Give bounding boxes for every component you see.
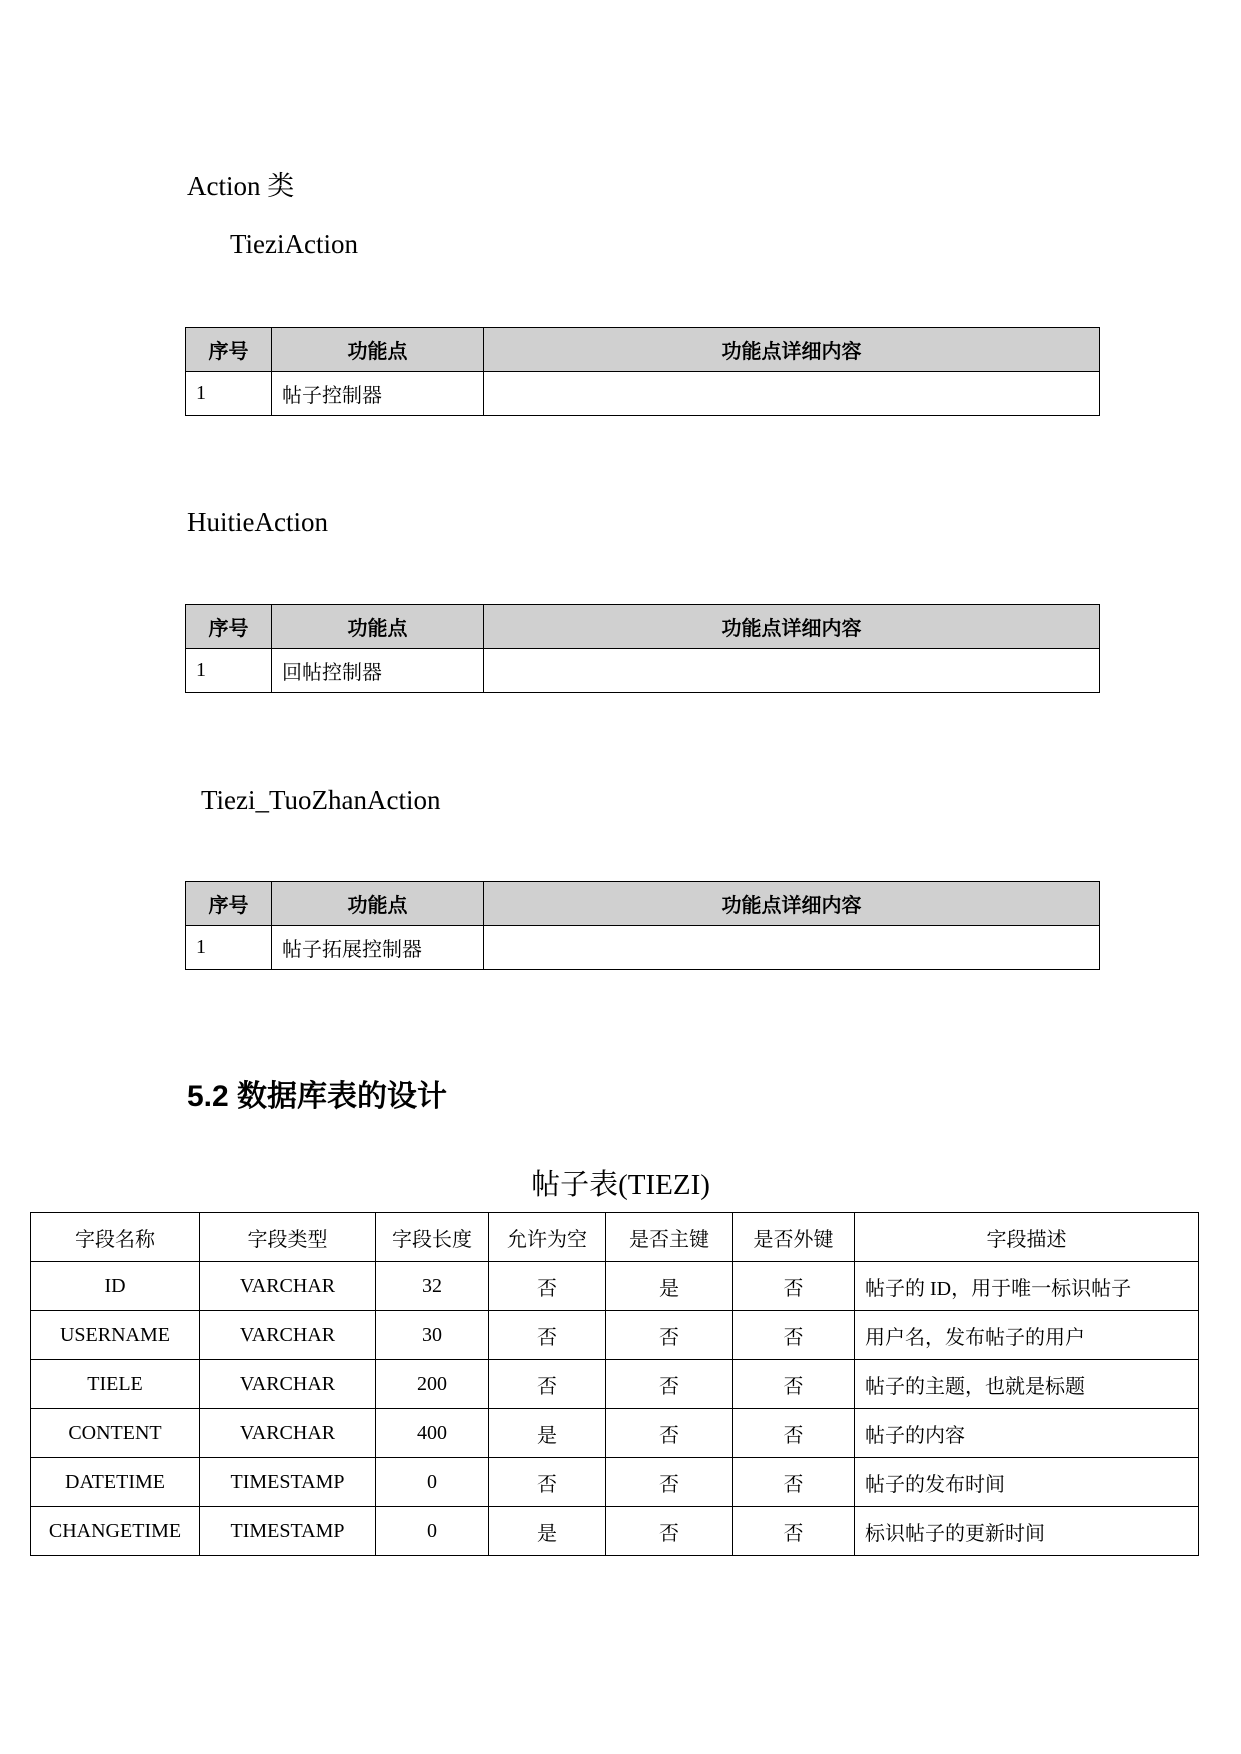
table-cell: DATETIME — [31, 1458, 200, 1507]
table-cell: 否 — [733, 1360, 855, 1409]
table-row — [186, 372, 1100, 416]
table-cell: 否 — [606, 1311, 733, 1360]
table-cell: 否 — [733, 1262, 855, 1311]
table-cell — [484, 372, 1100, 416]
table-row — [31, 1409, 1199, 1458]
table-cell: 否 — [489, 1458, 606, 1507]
db-table-caption: 帖子表(TIEZI) — [531, 1169, 710, 1201]
table-cell: 1 — [186, 649, 272, 693]
table-cell: 帖子的主题，也就是标题 — [855, 1360, 1199, 1409]
table-header-row — [186, 328, 1100, 372]
table-cell: TIMESTAMP — [200, 1458, 376, 1507]
table-cell: 否 — [733, 1311, 855, 1360]
header-cell: 功能点 — [272, 328, 484, 372]
table-row — [31, 1507, 1199, 1556]
table-header-row — [186, 605, 1100, 649]
header-cell: 序号 — [186, 882, 272, 926]
table-cell: 标识帖子的更新时间 — [855, 1507, 1199, 1556]
db-section-title: 5.2 数据库表的设计 — [187, 1080, 448, 1113]
table-cell: 帖子的发布时间 — [855, 1458, 1199, 1507]
header-cell: 功能点详细内容 — [484, 882, 1100, 926]
table-cell: 用户名，发布帖子的用户 — [855, 1311, 1199, 1360]
table-cell — [484, 649, 1100, 693]
header-cell: 是否外键 — [733, 1213, 855, 1262]
section-heading: Action 类 — [187, 171, 295, 201]
table-title: HuitieAction — [187, 507, 328, 537]
table-cell: 400 — [376, 1409, 489, 1458]
table-cell: 0 — [376, 1507, 489, 1556]
function-table-tuozhan — [185, 881, 1100, 970]
table-cell: 帖子拓展控制器 — [272, 926, 484, 970]
table-header-row — [31, 1213, 1199, 1262]
table-cell: TIMESTAMP — [200, 1507, 376, 1556]
table-cell: 否 — [733, 1507, 855, 1556]
table-cell: 否 — [606, 1409, 733, 1458]
table-cell: VARCHAR — [200, 1311, 376, 1360]
header-cell: 是否主键 — [606, 1213, 733, 1262]
table-cell: 是 — [489, 1507, 606, 1556]
table-cell: CONTENT — [31, 1409, 200, 1458]
table-cell: 32 — [376, 1262, 489, 1311]
header-cell: 功能点 — [272, 882, 484, 926]
function-table-tiezi — [185, 327, 1100, 416]
table-cell: 是 — [489, 1409, 606, 1458]
header-cell: 字段描述 — [855, 1213, 1199, 1262]
table-row — [31, 1458, 1199, 1507]
table-cell: 否 — [606, 1458, 733, 1507]
table-row — [186, 926, 1100, 970]
function-table-huitie — [185, 604, 1100, 693]
table-cell: CHANGETIME — [31, 1507, 200, 1556]
header-cell: 序号 — [186, 605, 272, 649]
table-cell: TIELE — [31, 1360, 200, 1409]
table-cell: VARCHAR — [200, 1409, 376, 1458]
header-cell: 功能点详细内容 — [484, 605, 1100, 649]
table-cell: 1 — [186, 372, 272, 416]
table-cell: 帖子的 ID，用于唯一标识帖子 — [855, 1262, 1199, 1311]
table-row — [31, 1262, 1199, 1311]
table-cell: 回帖控制器 — [272, 649, 484, 693]
table-cell: 否 — [733, 1458, 855, 1507]
table-title: Tiezi_TuoZhanAction — [201, 785, 441, 815]
table-cell: 1 — [186, 926, 272, 970]
table-header-row — [186, 882, 1100, 926]
table-cell: 否 — [733, 1409, 855, 1458]
db-table-tiezi — [30, 1212, 1199, 1556]
table-row — [31, 1311, 1199, 1360]
header-cell: 字段类型 — [200, 1213, 376, 1262]
table-cell: VARCHAR — [200, 1262, 376, 1311]
table-row — [31, 1360, 1199, 1409]
table-row — [186, 649, 1100, 693]
table-cell: 30 — [376, 1311, 489, 1360]
table-cell: 是 — [606, 1262, 733, 1311]
table-cell: 否 — [606, 1360, 733, 1409]
table-cell: 否 — [489, 1360, 606, 1409]
header-cell: 允许为空 — [489, 1213, 606, 1262]
table-cell: 帖子控制器 — [272, 372, 484, 416]
table-cell — [484, 926, 1100, 970]
table-cell: USERNAME — [31, 1311, 200, 1360]
table-cell: 0 — [376, 1458, 489, 1507]
header-cell: 功能点详细内容 — [484, 328, 1100, 372]
header-cell: 序号 — [186, 328, 272, 372]
table-cell: 否 — [489, 1262, 606, 1311]
table-cell: ID — [31, 1262, 200, 1311]
table-cell: 200 — [376, 1360, 489, 1409]
table-cell: VARCHAR — [200, 1360, 376, 1409]
header-cell: 功能点 — [272, 605, 484, 649]
header-cell: 字段长度 — [376, 1213, 489, 1262]
table-cell: 否 — [606, 1507, 733, 1556]
table-title: TieziAction — [230, 229, 358, 259]
table-cell: 否 — [489, 1311, 606, 1360]
table-cell: 帖子的内容 — [855, 1409, 1199, 1458]
header-cell: 字段名称 — [31, 1213, 200, 1262]
